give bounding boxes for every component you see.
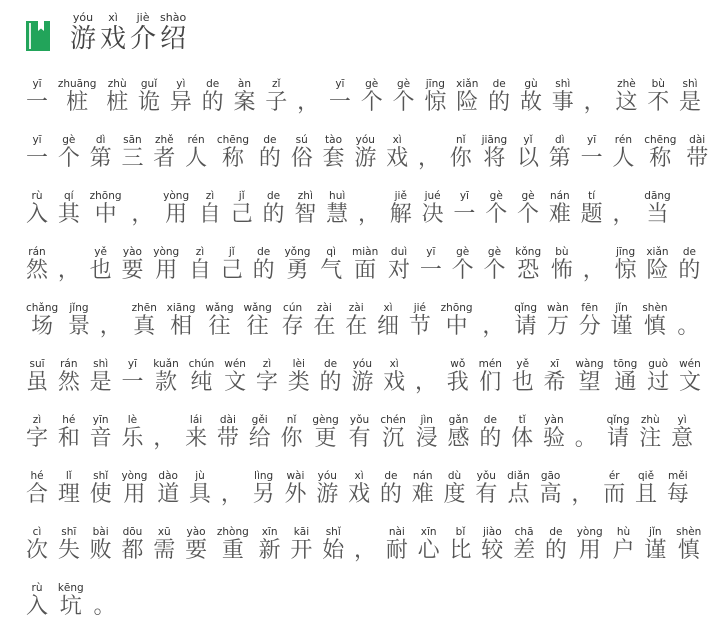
hanzi-char: 自zì: [189, 246, 212, 283]
hanzi-char: 始shǐ: [322, 526, 345, 563]
text-line: [26, 191, 686, 247]
hanzi-char: 体tǐ: [511, 414, 534, 451]
hanzi-char: 感gǎn: [447, 414, 470, 451]
hanzi-char: 者zhě: [153, 134, 176, 171]
hanzi-char: 虽suī: [26, 358, 49, 395]
hanzi-char: 们mén: [478, 358, 502, 395]
text-line: [26, 246, 701, 303]
hanzi-char: 面miàn: [352, 246, 379, 283]
hanzi-char: 中zhōng: [89, 190, 122, 227]
hanzi-char: 你nǐ: [449, 134, 472, 171]
hanzi-char: 音yīn: [89, 414, 112, 451]
hanzi-char: 游yóu: [316, 470, 339, 507]
hanzi-char: 往wǎng: [243, 302, 272, 339]
book-icon: [26, 21, 50, 51]
hanzi-char: 相xiāng: [166, 302, 196, 339]
hanzi-char: 游yóu: [351, 358, 374, 395]
hanzi-char: 难nán: [411, 470, 434, 507]
hanzi-char: 异yì: [169, 78, 192, 115]
hanzi-char: 一yī: [419, 246, 442, 283]
hanzi-char: 诡guǐ: [138, 78, 161, 115]
hanzi-char: 注zhù: [639, 414, 662, 451]
hanzi-char: 将jiāng: [481, 134, 508, 171]
hanzi-char: 称chēng: [644, 134, 677, 171]
text-line: [26, 358, 701, 415]
hanzi-char: 有yǒu: [348, 414, 371, 451]
hanzi-char: 你nǐ: [280, 414, 303, 451]
hanzi-char: 的de: [544, 526, 567, 563]
hanzi-char: 乐lè: [121, 414, 144, 451]
hanzi-char: 在zài: [313, 302, 336, 339]
hanzi-char: 三sān: [121, 134, 144, 171]
page-header: [26, 12, 190, 55]
hanzi-char: ，: [414, 370, 437, 395]
hanzi-char: 一yī: [121, 358, 144, 395]
hanzi-char: 人rén: [185, 134, 208, 171]
hanzi-char: 题tí: [580, 190, 603, 227]
hanzi-char: 希xī: [543, 358, 566, 395]
hanzi-char: 慎shèn: [642, 302, 668, 339]
title-char: 介jiè: [130, 11, 157, 54]
hanzi-char: 。: [93, 594, 116, 619]
hanzi-char: 用yòng: [163, 190, 190, 227]
hanzi-char: 往wǎng: [205, 302, 234, 339]
hanzi-char: 而ér: [603, 470, 626, 507]
hanzi-char: 戏xì: [348, 470, 371, 507]
hanzi-char: 比bǐ: [449, 526, 472, 563]
hanzi-char: 的de: [479, 414, 502, 451]
hanzi-char: 带dài: [216, 414, 239, 451]
hanzi-char: 己jǐ: [230, 190, 253, 227]
hanzi-char: 中zhōng: [440, 302, 473, 339]
hanzi-char: 有yǒu: [475, 470, 498, 507]
hanzi-char: 个gè: [360, 78, 383, 115]
hanzi-char: 景jǐng: [67, 302, 90, 339]
hanzi-char: 用yòng: [121, 470, 148, 507]
hanzi-char: 套tào: [322, 134, 345, 171]
hanzi-char: 带dài: [686, 134, 709, 171]
hanzi-char: 故gù: [519, 78, 542, 115]
hanzi-char: 慎shèn: [676, 526, 702, 563]
hanzi-char: 真zhēn: [131, 302, 157, 339]
hanzi-char: 以yǐ: [516, 134, 539, 171]
hanzi-char: 字zì: [26, 414, 49, 451]
intro-text: [26, 78, 709, 639]
hanzi-char: 的de: [262, 190, 285, 227]
hanzi-char: ，: [131, 202, 154, 227]
hanzi-char: 第dì: [89, 134, 112, 171]
hanzi-char: 都dōu: [121, 526, 144, 563]
hanzi-char: 。: [574, 426, 597, 451]
hanzi-char: 节jié: [408, 302, 431, 339]
hanzi-char: 一yī: [453, 190, 476, 227]
hanzi-char: 惊jīng: [614, 246, 637, 283]
hanzi-char: 桩zhuāng: [57, 78, 97, 115]
hanzi-char: 纯chún: [188, 358, 215, 395]
hanzi-char: 一yī: [328, 78, 351, 115]
hanzi-char: 心xīn: [417, 526, 440, 563]
hanzi-char: 个gè: [392, 78, 415, 115]
hanzi-char: ，: [99, 314, 122, 339]
hanzi-char: 案àn: [233, 78, 256, 115]
hanzi-char: 文wén: [224, 358, 247, 395]
hanzi-char: ，: [571, 482, 594, 507]
title-char: 戏xì: [100, 11, 127, 54]
hanzi-char: 是shì: [89, 358, 112, 395]
hanzi-char: 过guò: [647, 358, 670, 395]
hanzi-char: 道dào: [157, 470, 180, 507]
hanzi-char: 开kāi: [290, 526, 313, 563]
hanzi-char: 戏xì: [383, 358, 406, 395]
hanzi-char: 高gāo: [539, 470, 562, 507]
hanzi-char: 个gè: [485, 190, 508, 227]
hanzi-char: 也yě: [511, 358, 534, 395]
hanzi-char: 气qì: [320, 246, 343, 283]
hanzi-char: 请qǐng: [606, 414, 630, 451]
hanzi-char: 谨jǐn: [644, 526, 667, 563]
hanzi-char: 然rán: [26, 246, 49, 283]
hanzi-char: 当dāng: [644, 190, 671, 227]
hanzi-char: 在zài: [345, 302, 368, 339]
hanzi-char: 个gè: [517, 190, 540, 227]
hanzi-char: 我wǒ: [446, 358, 469, 395]
hanzi-char: ，: [220, 482, 243, 507]
hanzi-char: 慧huì: [326, 190, 349, 227]
hanzi-char: 己jǐ: [220, 246, 243, 283]
hanzi-char: 其qí: [57, 190, 80, 227]
hanzi-char: ，: [297, 90, 320, 115]
hanzi-char: 具jù: [189, 470, 212, 507]
hanzi-char: 要yào: [121, 246, 144, 283]
hanzi-char: ，: [582, 258, 605, 283]
hanzi-char: 类lèi: [287, 358, 310, 395]
hanzi-char: 的de: [252, 246, 275, 283]
hanzi-char: 游yóu: [354, 134, 377, 171]
hanzi-char: 浸jìn: [415, 414, 438, 451]
hanzi-char: 的de: [319, 358, 342, 395]
hanzi-char: 也yě: [89, 246, 112, 283]
hanzi-char: 险xiǎn: [456, 78, 479, 115]
hanzi-char: 坑kēng: [57, 582, 84, 619]
hanzi-char: 是shì: [679, 78, 702, 115]
hanzi-char: 请qǐng: [514, 302, 538, 339]
hanzi-char: 验yàn: [542, 414, 565, 451]
hanzi-char: 的de: [258, 134, 281, 171]
hanzi-char: 决jué: [421, 190, 444, 227]
hanzi-char: 意yì: [671, 414, 694, 451]
hanzi-char: 新xīn: [258, 526, 281, 563]
text-line: [26, 302, 700, 359]
hanzi-char: 度dù: [443, 470, 466, 507]
text-line: [26, 526, 702, 583]
hanzi-char: 个gè: [57, 134, 80, 171]
hanzi-char: 理lǐ: [57, 470, 80, 507]
hanzi-char: 场chǎng: [26, 302, 59, 339]
hanzi-char: 的de: [379, 470, 402, 507]
hanzi-char: ，: [583, 90, 606, 115]
hanzi-char: 败bài: [89, 526, 112, 563]
text-line: [26, 414, 694, 471]
hanzi-char: 子zǐ: [265, 78, 288, 115]
hanzi-char: 怖bù: [550, 246, 573, 283]
hanzi-char: 分fēn: [578, 302, 601, 339]
hanzi-char: 存cún: [281, 302, 304, 339]
hanzi-char: 人rén: [612, 134, 635, 171]
hanzi-char: ，: [357, 202, 380, 227]
hanzi-char: 给gěi: [248, 414, 271, 451]
hanzi-char: 个gè: [483, 246, 506, 283]
hanzi-char: 户hù: [612, 526, 635, 563]
hanzi-char: 合hé: [26, 470, 49, 507]
hanzi-char: 自zì: [198, 190, 221, 227]
hanzi-char: 万wàn: [546, 302, 569, 339]
hanzi-char: 望wàng: [575, 358, 604, 395]
hanzi-char: 另lìng: [252, 470, 275, 507]
hanzi-char: 需xū: [153, 526, 176, 563]
hanzi-char: 失shī: [57, 526, 80, 563]
hanzi-char: 险xiǎn: [646, 246, 669, 283]
hanzi-char: ，: [612, 202, 635, 227]
hanzi-char: 点diǎn: [507, 470, 530, 507]
hanzi-char: 戏xì: [386, 134, 409, 171]
hanzi-char: ，: [417, 146, 440, 171]
title-char: 绍shào: [160, 11, 187, 54]
hanzi-char: 的de: [201, 78, 224, 115]
hanzi-char: 称chēng: [216, 134, 250, 171]
hanzi-char: 一yī: [580, 134, 603, 171]
hanzi-char: 次cì: [26, 526, 49, 563]
hanzi-char: 解jiě: [389, 190, 412, 227]
hanzi-char: 桩zhù: [106, 78, 129, 115]
hanzi-char: 使shǐ: [89, 470, 112, 507]
hanzi-char: 用yòng: [576, 526, 603, 563]
hanzi-char: 个gè: [451, 246, 474, 283]
hanzi-char: ，: [153, 426, 176, 451]
text-line: [26, 583, 686, 639]
hanzi-char: 每měi: [666, 470, 689, 507]
text-line: [26, 134, 709, 191]
text-line: [26, 470, 689, 527]
hanzi-char: 且qiě: [635, 470, 658, 507]
hanzi-char: 要yào: [185, 526, 208, 563]
hanzi-char: 俗sú: [290, 134, 313, 171]
hanzi-char: 的de: [488, 78, 511, 115]
hanzi-char: 通tōng: [613, 358, 638, 395]
hanzi-char: 外wài: [284, 470, 307, 507]
hanzi-char: 差chā: [513, 526, 536, 563]
hanzi-char: ，: [482, 314, 505, 339]
hanzi-char: 第dì: [548, 134, 571, 171]
hanzi-char: 耐nài: [385, 526, 408, 563]
hanzi-char: 较jiào: [481, 526, 504, 563]
hanzi-char: ，: [57, 258, 80, 283]
hanzi-char: 一yī: [26, 134, 49, 171]
hanzi-char: 一yī: [26, 78, 49, 115]
hanzi-char: 沉chén: [380, 414, 406, 451]
hanzi-char: 谨jǐn: [610, 302, 633, 339]
hanzi-char: 智zhì: [294, 190, 317, 227]
hanzi-char: 惊jīng: [424, 78, 447, 115]
hanzi-char: 入rù: [26, 190, 49, 227]
hanzi-char: 细xì: [377, 302, 400, 339]
hanzi-char: 事shì: [551, 78, 574, 115]
hanzi-char: 恐kǒng: [515, 246, 542, 283]
text-line: [26, 78, 702, 135]
hanzi-char: 勇yǒng: [284, 246, 311, 283]
page-title: [70, 12, 190, 55]
hanzi-char: 和hé: [57, 414, 80, 451]
hanzi-char: 对duì: [388, 246, 411, 283]
hanzi-char: 不bù: [647, 78, 670, 115]
hanzi-char: 来lái: [185, 414, 208, 451]
hanzi-char: 。: [677, 314, 700, 339]
hanzi-char: ，: [354, 538, 377, 563]
title-char: 游yóu: [70, 11, 97, 54]
hanzi-char: 难nán: [548, 190, 571, 227]
hanzi-char: 用yòng: [153, 246, 180, 283]
hanzi-char: 更gèng: [312, 414, 339, 451]
hanzi-char: 然rán: [57, 358, 80, 395]
hanzi-char: 重zhòng: [216, 526, 249, 563]
hanzi-char: 入rù: [26, 582, 49, 619]
hanzi-char: 款kuǎn: [153, 358, 179, 395]
hanzi-char: 文wén: [678, 358, 701, 395]
hanzi-char: 这zhè: [615, 78, 638, 115]
hanzi-char: 的de: [678, 246, 701, 283]
hanzi-char: 字zì: [255, 358, 278, 395]
